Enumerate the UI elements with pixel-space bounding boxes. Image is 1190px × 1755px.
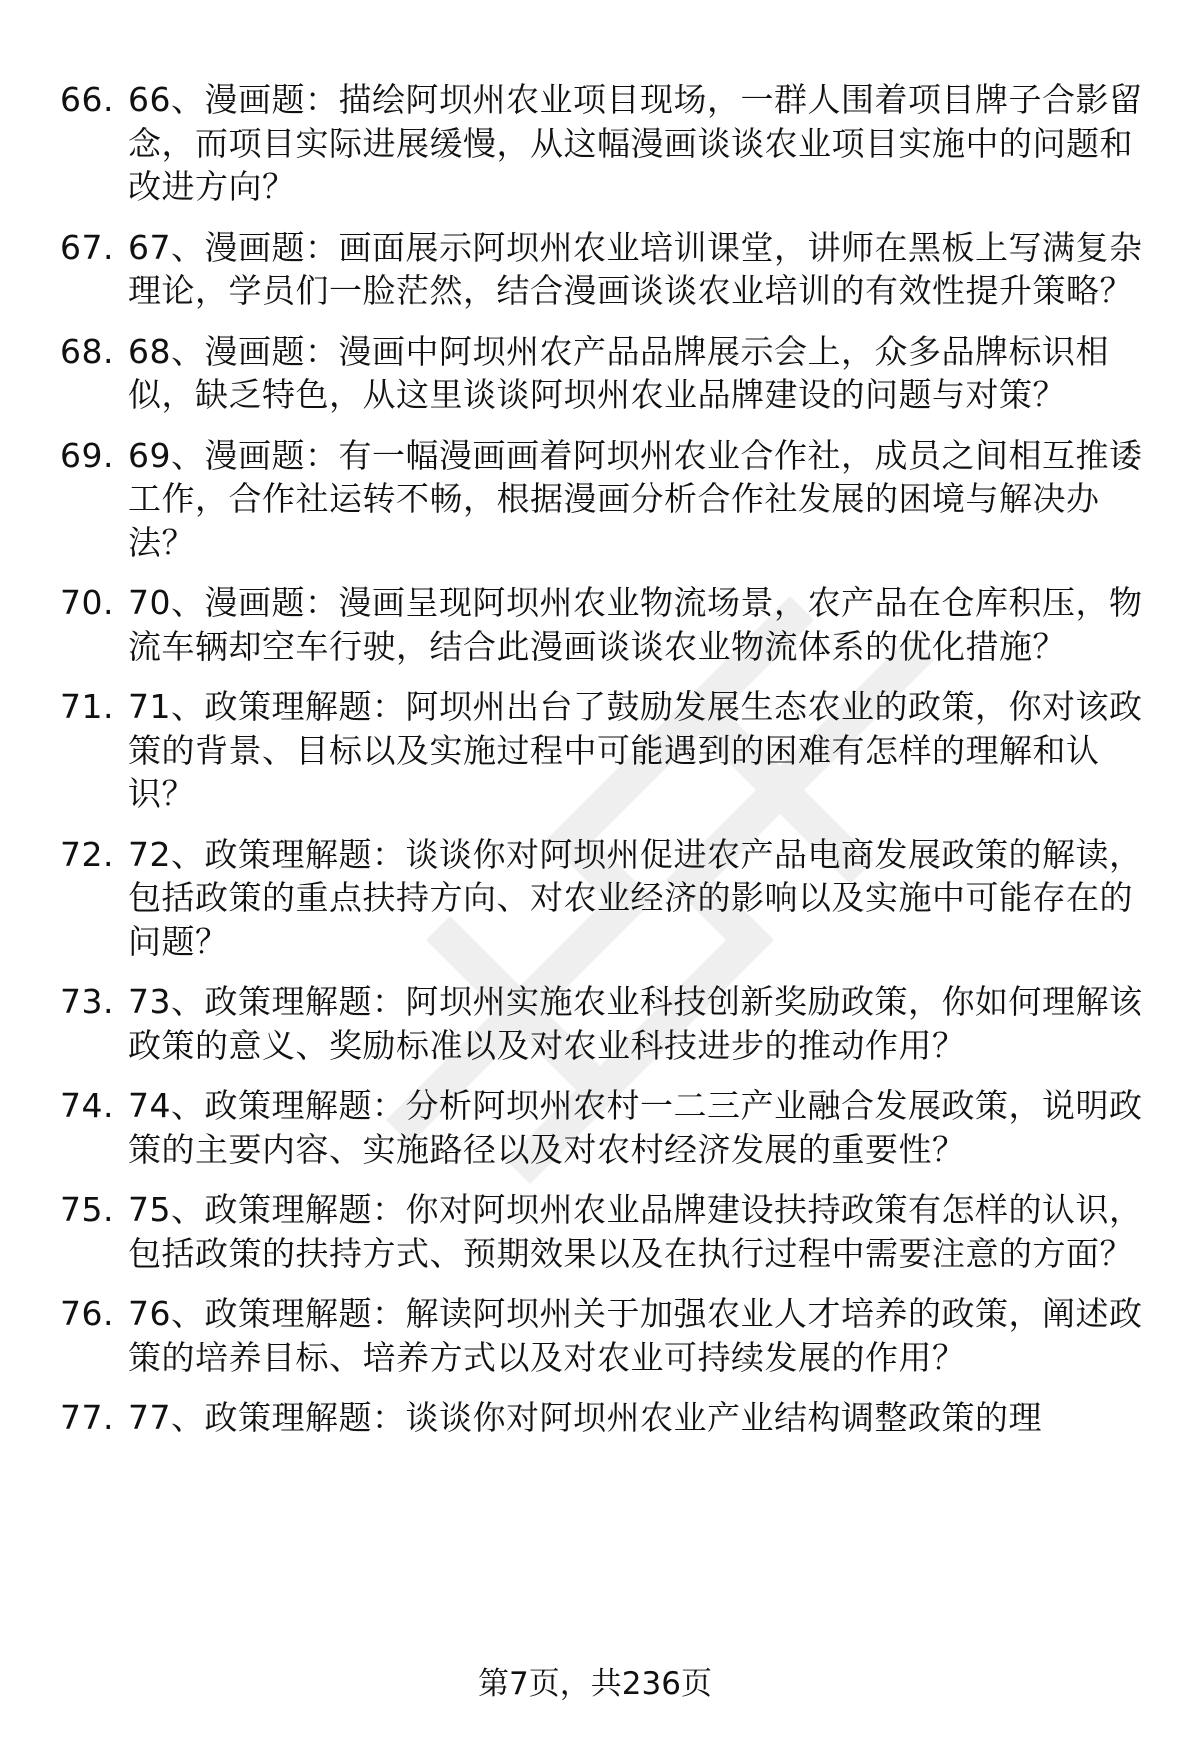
question-item-76 bbox=[60, 1292, 1150, 1379]
question-text: 75、政策理解题：你对阿坝州农业品牌建设扶持政策有怎样的认识，包括政策的扶持方式、预期效果以及在执行过程中需要注意的方面？ bbox=[128, 1190, 1143, 1273]
question-item-67 bbox=[60, 226, 1150, 313]
question-number: 74. bbox=[60, 1086, 114, 1125]
question-number: 70. bbox=[60, 583, 114, 622]
question-text: 69、漫画题：有一幅漫画画着阿坝州农业合作社，成员之间相互推诿工作，合作社运转不畅，根据漫画分析合作社发展的困境与解决办法？ bbox=[128, 435, 1143, 562]
question-item-72 bbox=[60, 833, 1150, 964]
question-text: 72、政策理解题：谈谈你对阿坝州促进农产品电商发展政策的解读，包括政策的重点扶持方向、对农业经济的影响以及实施中可能存在的问题？ bbox=[128, 834, 1143, 961]
question-text: 66、漫画题：描绘阿坝州农业项目现场，一群人围着项目牌子合影留念，而项目实际进展缓慢，从这幅漫画谈谈农业项目实施中的问题和改进方向？ bbox=[128, 80, 1143, 206]
page-footer: 第7页，共236页 bbox=[478, 1666, 712, 1702]
question-number: 68. bbox=[60, 331, 114, 371]
question-item-69 bbox=[60, 434, 1150, 565]
question-item-66 bbox=[60, 78, 1150, 209]
question-text: 70、漫画题：漫画呈现阿坝州农业物流场景，农产品在仓库积压，物流车辆却空车行驶，结合此漫画谈谈农业物流体系的优化措施？ bbox=[128, 583, 1143, 666]
question-text: 67、漫画题：画面展示阿坝州农业培训课堂，讲师在黑板上写满复杂理论，学员们一脸茫然，结合漫画谈谈农业培训的有效性提升策略？ bbox=[128, 227, 1143, 310]
question-text: 74、政策理解题：分析阿坝州农村一二三产业融合发展政策，说明政策的主要内容、实施路径以及对农村经济发展的重要性？ bbox=[128, 1086, 1143, 1169]
question-item-77 bbox=[60, 1396, 1150, 1440]
question-text: 77、政策理解题：谈谈你对阿坝州农业产业结构调整政策的理 bbox=[128, 1398, 1042, 1437]
question-number: 75. bbox=[60, 1190, 114, 1229]
question-item-68 bbox=[60, 330, 1150, 417]
question-item-70 bbox=[60, 581, 1150, 668]
question-number: 67. bbox=[60, 227, 114, 267]
question-text: 73、政策理解题：阿坝州实施农业科技创新奖励政策，你如何理解该政策的意义、奖励标准以及对农业科技进步的推动作用？ bbox=[128, 982, 1143, 1065]
question-item-73 bbox=[60, 980, 1150, 1067]
question-number: 76. bbox=[60, 1294, 114, 1333]
question-text: 68、漫画题：漫画中阿坝州农产品品牌展示会上，众多品牌标识相似，缺乏特色，从这里谈谈阿坝州农业品牌建设的问题与对策？ bbox=[128, 331, 1109, 414]
question-number: 73. bbox=[60, 982, 114, 1021]
question-item-71 bbox=[60, 685, 1150, 816]
question-number: 69. bbox=[60, 435, 114, 475]
question-number: 71. bbox=[60, 687, 114, 726]
question-number: 77. bbox=[60, 1398, 114, 1437]
question-item-74 bbox=[60, 1084, 1150, 1171]
question-text: 76、政策理解题：解读阿坝州关于加强农业人才培养的政策，阐述政策的培养目标、培养方式以及对农业可持续发展的作用？ bbox=[128, 1294, 1143, 1377]
question-number: 72. bbox=[60, 834, 114, 874]
question-list bbox=[60, 78, 1150, 1457]
question-item-75 bbox=[60, 1188, 1150, 1275]
question-text: 71、政策理解题：阿坝州出台了鼓励发展生态农业的政策，你对该政策的背景、目标以及实施过程中可能遇到的困难有怎样的理解和认识？ bbox=[128, 687, 1143, 813]
question-number: 66. bbox=[60, 80, 114, 119]
